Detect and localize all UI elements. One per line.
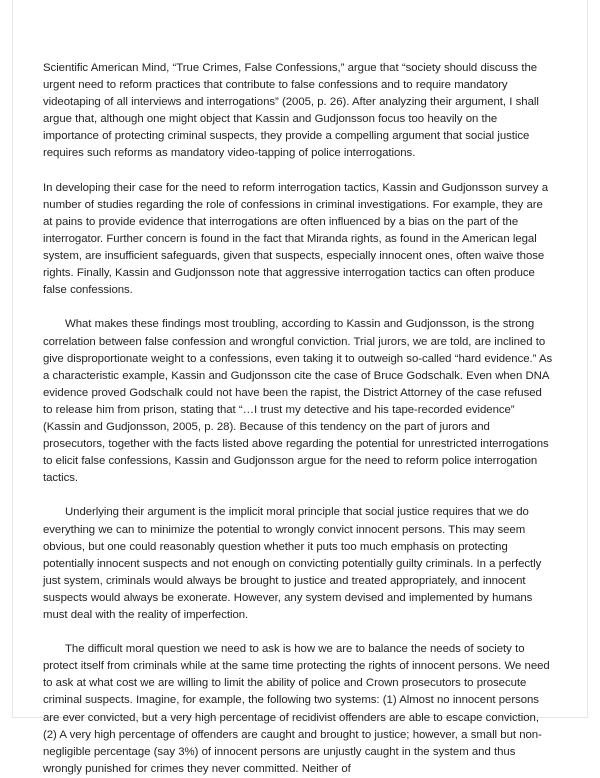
document-text-body [43,60,554,778]
paragraph-2: In developing their case for the need to reform interrogation tactics, Kassin and Gudjonsson survey a number of studies regarding the role of confessions in criminal investigations. For example, they are at pains to provide evidence that interrogations are often influenced by a bias on the part of the interrogator. Further concern is found in the fact that Miranda rights, as found in the American legal system, are insufficient safeguards, given that suspects, especially innocent ones, often waive those rights. Finally, Kassin and Gudjonsson note that aggressive interrogation tactics can often produce false confessions. [43,181,549,297]
paragraph-3: What makes these findings most troubling, according to Kassin and Gudjonsson, is the strong correlation between false confession and wrongful conviction. Trial jurors, we are told, are inclined to give disproportionate weight to a confessions, even taking it to outweigh so-called “hard evidence.” As a characteristic example, Kassin and Gudjonsson cite the case of Bruce Godschalk. Even when DNA evidence proved Godschalk could not have been the rapist, the District Attorney of the case refused to release him from prison, stating that “…I trust my detective and his tape-recorded evidence” (Kassin and Gudjonsson, 2005, p. 28). Because of this tendency on the part of jurors and prosecutors, together with the facts listed above regarding the potential for unrestricted interrogations to elicit false confessions, Kassin and Gudjonsson argue for the need to reform police interrogation tactics. [43,318,553,485]
paragraph-1: Scientific American Mind, “True Crimes, False Confessions,” argue that “society should discuss the urgent need to reform practices that contribute to false confessions and to require mandatory videotaping of all interviews and interrogations” (2005, p. 26). After analyzing their argument, I shall argue that, although one might object that Kassin and Gudjonsson focus too heavily on the importance of protecting criminal suspects, they provide a compelling argument that social justice requires such reforms as mandatory video-tapping of police interrogations. [43,62,539,160]
paragraph-5: The difficult moral question we need to ask is how we are to balance the needs of society to protect itself from criminals while at the same time protecting the rights of innocent persons. We need to ask at what cost we are willing to limit the ability of police and Crown prosecutors to prosecute criminal suspects. Imagine, for example, the following two systems: (1) Almost no innocent persons are ever convicted, but a very high percentage of recidivist offenders are able to escape conviction, (2) A very high percentage of offenders are caught and brought to justice; however, a small but non-negligible percentage (say 3%) of innocent persons are unjustly caught in the system and thus wrongly punished for crimes they never committed. Neither of [43,643,550,775]
paragraph-4: Underlying their argument is the implicit moral principle that social justice requires that we do everything we can to minimize the potential to wrongly convict innocent persons. This may seem obvious, but one could reasonably question whether it puts too much emphasis on protecting potentially innocent suspects and not enough on convicting potentially guilty criminals. In a perfectly just system, criminals would always be brought to justice and treated appropriately, and innocent suspects would always be exonerate. However, any system devised and implemented by humans must deal with the reality of imperfection. [43,506,542,621]
